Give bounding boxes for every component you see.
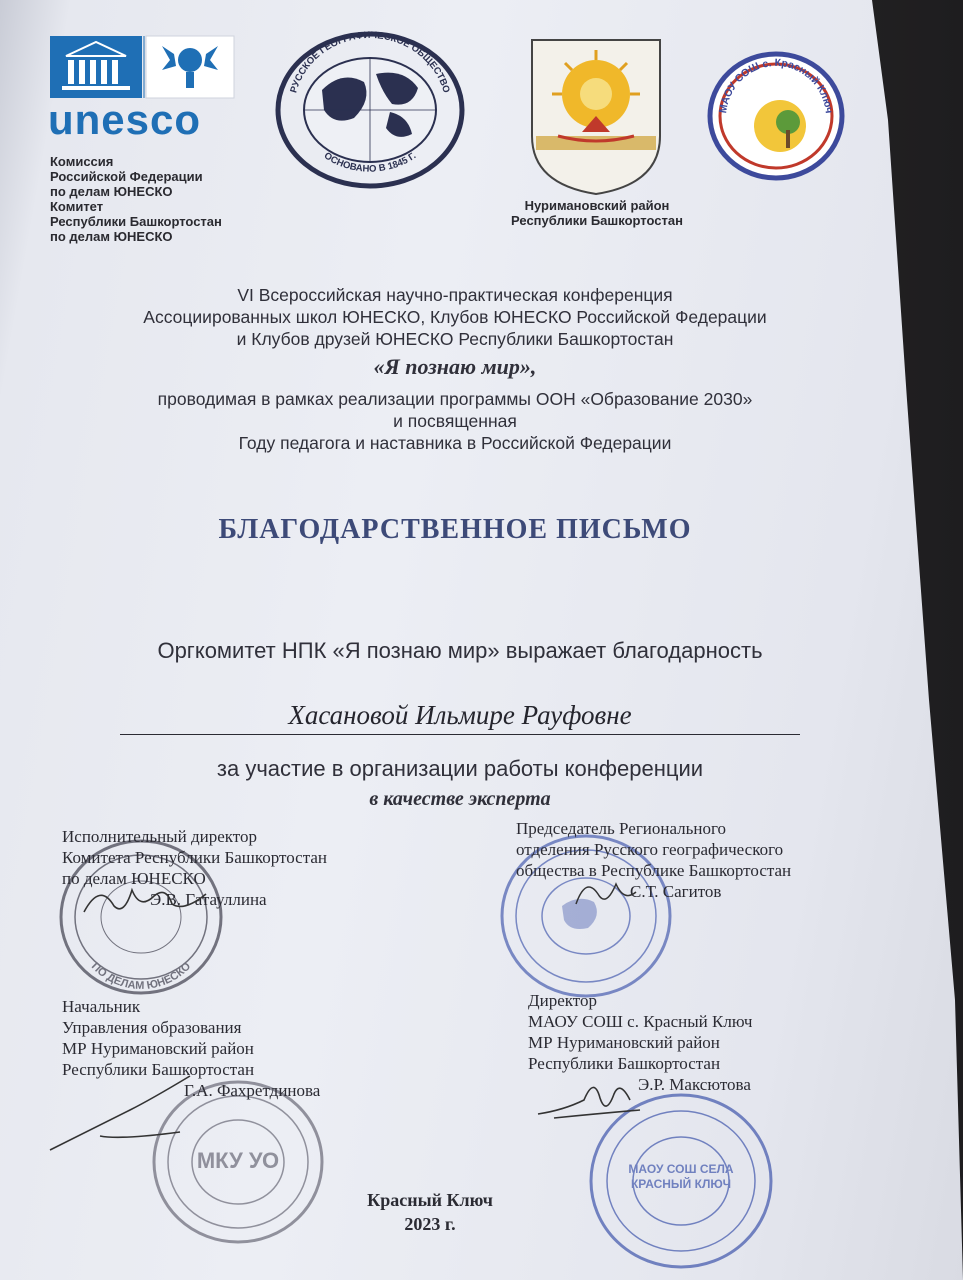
svg-text:ПО ДЕЛАМ ЮНЕСКО bbox=[89, 960, 194, 992]
conference-line-1: VI Всероссийская научно-практическая конференция bbox=[237, 285, 673, 305]
school-logo bbox=[706, 50, 846, 182]
signatory-name: Э.Р. Максютова bbox=[638, 1075, 751, 1094]
school-logo-caption: МАОУ СОШ с. Красный Ключ bbox=[717, 56, 835, 115]
signature-block-education-head: Начальник Управления образования МР Нуримановский район Республики Башкортостан Г.А. Фахретдинова bbox=[62, 996, 402, 1101]
handwritten-signature-gataullina bbox=[80, 876, 210, 920]
conference-line-5: и посвященная bbox=[393, 411, 517, 431]
conference-details bbox=[60, 388, 850, 454]
footer-year: 2023 г. bbox=[404, 1214, 456, 1234]
participation-reason: за участие в организации работы конференции bbox=[216, 756, 704, 781]
participation-role: в качестве эксперта bbox=[369, 788, 551, 810]
unesco-stamp-caption: ПО ДЕЛАМ ЮНЕСКО bbox=[88, 960, 194, 992]
signature-block-rgo-chairman: Председатель Регионального отделения Русского географического общества в Республике Башкортостан С.Т. Сагитов bbox=[516, 818, 876, 902]
handwritten-signature-sagitov bbox=[570, 872, 640, 912]
footer-place-year bbox=[300, 1188, 560, 1236]
recipient-name: Хасановой Ильмире Рауфовне bbox=[288, 700, 632, 730]
recipient-underline bbox=[120, 734, 800, 735]
district-coat-of-arms bbox=[528, 36, 664, 196]
unesco-logo bbox=[46, 34, 236, 144]
handwritten-signature-maksyutova bbox=[534, 1070, 644, 1126]
rgo-globe-logo bbox=[272, 30, 468, 190]
signatory-name: Э.В. Гатауллина bbox=[150, 890, 267, 909]
conference-line-6: Году педагога и наставника в Российской Федерации bbox=[238, 433, 672, 453]
conference-line-4: проводимая в рамках реализации программы ООН «Образование 2030» bbox=[157, 389, 753, 409]
signatory-name: С.Т. Сагитов bbox=[630, 882, 722, 901]
conference-heading bbox=[60, 284, 850, 350]
school-stamp-caption: МАОУ СОШ СЕЛА КРАСНЫЙ КЛЮЧ bbox=[628, 1162, 734, 1191]
unesco-wordmark: unesco bbox=[48, 96, 202, 143]
mku-stamp-caption: МКУ УО bbox=[196, 1148, 280, 1173]
conference-line-3: и Клубов друзей ЮНЕСКО Республики Башкортостан bbox=[236, 329, 674, 349]
district-caption: Нуримановский район Республики Башкортостан bbox=[511, 198, 683, 228]
gratitude-intro: Оргкомитет НПК «Я познаю мир» выражает благодарность bbox=[157, 638, 763, 663]
signatory-name: Г.А. Фахретдинова bbox=[184, 1081, 321, 1100]
conference-line-2: Ассоциированных школ ЮНЕСКО, Клубов ЮНЕСКО Российской Федерации bbox=[143, 307, 767, 327]
conference-name: «Я познаю мир», bbox=[373, 354, 537, 379]
signature-block-unesco-director: Исполнительный директор Комитета Республики Башкортостан по делам ЮНЕСКО Э.В. Гатауллина bbox=[62, 826, 402, 910]
svg-text:ОСНОВАНО В 1845 Г.: ОСНОВАНО В 1845 Г. bbox=[321, 150, 419, 175]
unesco-commission-text: Комиссия Российской Федерации по делам ЮНЕСКО Комитет Республики Башкортостан по делам ЮНЕСКО bbox=[50, 154, 222, 244]
footer-place: Красный Ключ bbox=[367, 1190, 493, 1210]
svg-text:РУССКОЕ ГЕОГРАФИЧЕСКОЕ ОБЩЕСТВ: РУССКОЕ ГЕОГРАФИЧЕСКОЕ ОБЩЕСТВО bbox=[288, 30, 452, 95]
handwritten-signature-fakhretdinova bbox=[40, 1070, 200, 1160]
document-title: БЛАГОДАРСТВЕННОЕ ПИСЬМО bbox=[218, 514, 692, 545]
signature-block-school-director: Директор МАОУ СОШ с. Красный Ключ МР Нуримановский район Республики Башкортостан Э.Р. Максютова bbox=[528, 990, 868, 1095]
